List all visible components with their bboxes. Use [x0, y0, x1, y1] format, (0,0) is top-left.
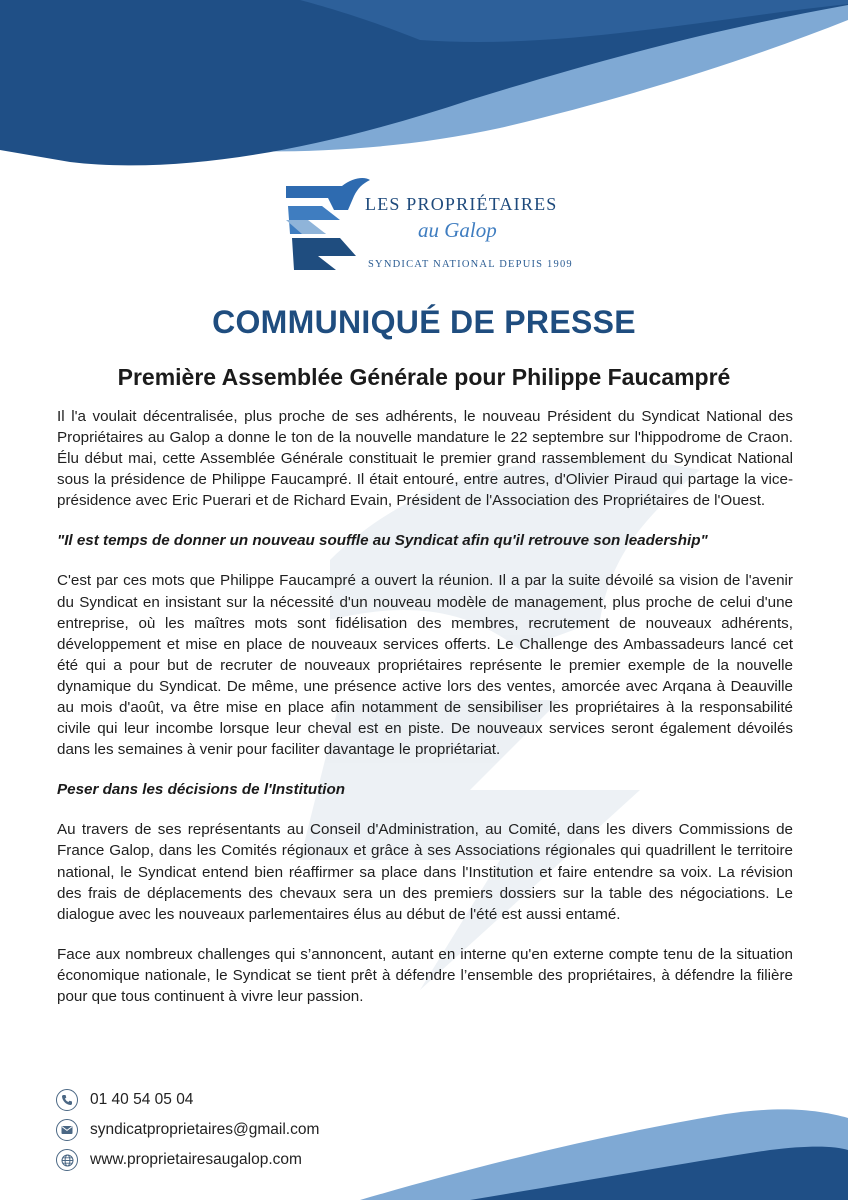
section-heading: Peser dans les décisions de l'Institution [57, 781, 346, 799]
article-body [57, 406, 793, 1007]
contact-phone [56, 1085, 556, 1115]
logo-tagline: SYNDICAT NATIONAL DEPUIS 1909 [368, 259, 573, 270]
mail-icon [56, 1119, 78, 1141]
website-url[interactable]: www.proprietairesaugalop.com [90, 1151, 302, 1168]
paragraph-institution: Au travers de ses représentants au Conseil d'Administration, au Comité, dans les divers Commissions de France Galop, dans les Comités régionaux et grâce à ses Associations régionales qui quadrillent le territoire national, le Syndicat entend bien réaffirmer sa place dans l'Institution et faire entendre sa voix. La révision des frais de déplacements des chevaux sera un des premiers dossiers sur la table des négociations. Le dialogue avec les nouveaux parlementaires élus au début de l'été est aussi entamé. [57, 821, 793, 923]
phone-number[interactable]: 01 40 54 05 04 [90, 1091, 194, 1108]
article-subtitle: Première Assemblée Générale pour Philippe Faucampré [117, 364, 731, 390]
brand-logo [282, 170, 582, 280]
phone-icon [56, 1089, 78, 1111]
page-title: COMMUNIQUÉ DE PRESSE [212, 304, 636, 340]
contact-email [56, 1115, 556, 1145]
pull-quote: "Il est temps de donner un nouveau souffle au Syndicat afin qu'il retrouve son leadership" [57, 532, 708, 550]
email-address[interactable]: syndicatproprietaires@gmail.com [90, 1121, 320, 1138]
logo-title: LES PROPRIÉTAIRES [365, 194, 558, 214]
paragraph-conclusion: Face aux nombreux challenges qui s’annoncent, autant en interne qu'en externe compte tenu de la situation économique nationale, le Syndicat se tient prêt à défendre l’ensemble des propriétaires, à défendre la filière pour que tous continuent à vivre leur passion. [57, 945, 793, 1005]
globe-icon [56, 1149, 78, 1171]
contact-website [56, 1145, 556, 1175]
contact-block [56, 1085, 556, 1175]
paragraph-vision: C'est par ces mots que Philippe Faucampré a ouvert la réunion. Il a par la suite dévoilé sa vision de l'avenir du Syndicat en insistant sur la nécessité d'un nouveau modèle de management, plus proche de celui d'une entreprise, où les maîtres mots sont fidélisation des membres, recrutement de nouveaux adhérents, développement et mise en place de nouveaux services offerts. Le Challenge des Ambassadeurs lancé cet été qui a pour but de recruter de nouveaux propriétaires représente le premier exemple de la nouvelle dynamique du Syndicat. De même, une présence active lors des ventes, amorcée avec Arqana à Deauville au mois d'août, va être mise en place afin notamment de sensibiliser les propriétaires à la responsabilité civile qui leur incombe lorsque leur cheval est en piste. De nouveaux services seront également dévoilés dans les semaines à venir pour faciliter davantage le propriétariat. [57, 572, 793, 759]
paragraph-intro: Il l'a voulait décentralisée, plus proche de ses adhérents, le nouveau Président du Syndicat National des Propriétaires au Galop a donne le ton de la nouvelle mandature le 22 septembre sur l'hippodrome de Craon. Élu début mai, cette Assemblée Générale constituait le premier grand rassemblement du Syndicat National sous la présidence de Philippe Faucampré. Il était entouré, entre autres, d'Olivier Piraud qui partage la vice-présidence avec Eric Puerari et de Richard Evain, Président de l'Association des Propriétaires de l'Ouest. [57, 408, 793, 510]
horse-head-logo-icon [282, 176, 372, 272]
logo-script: au Galop [418, 218, 497, 242]
